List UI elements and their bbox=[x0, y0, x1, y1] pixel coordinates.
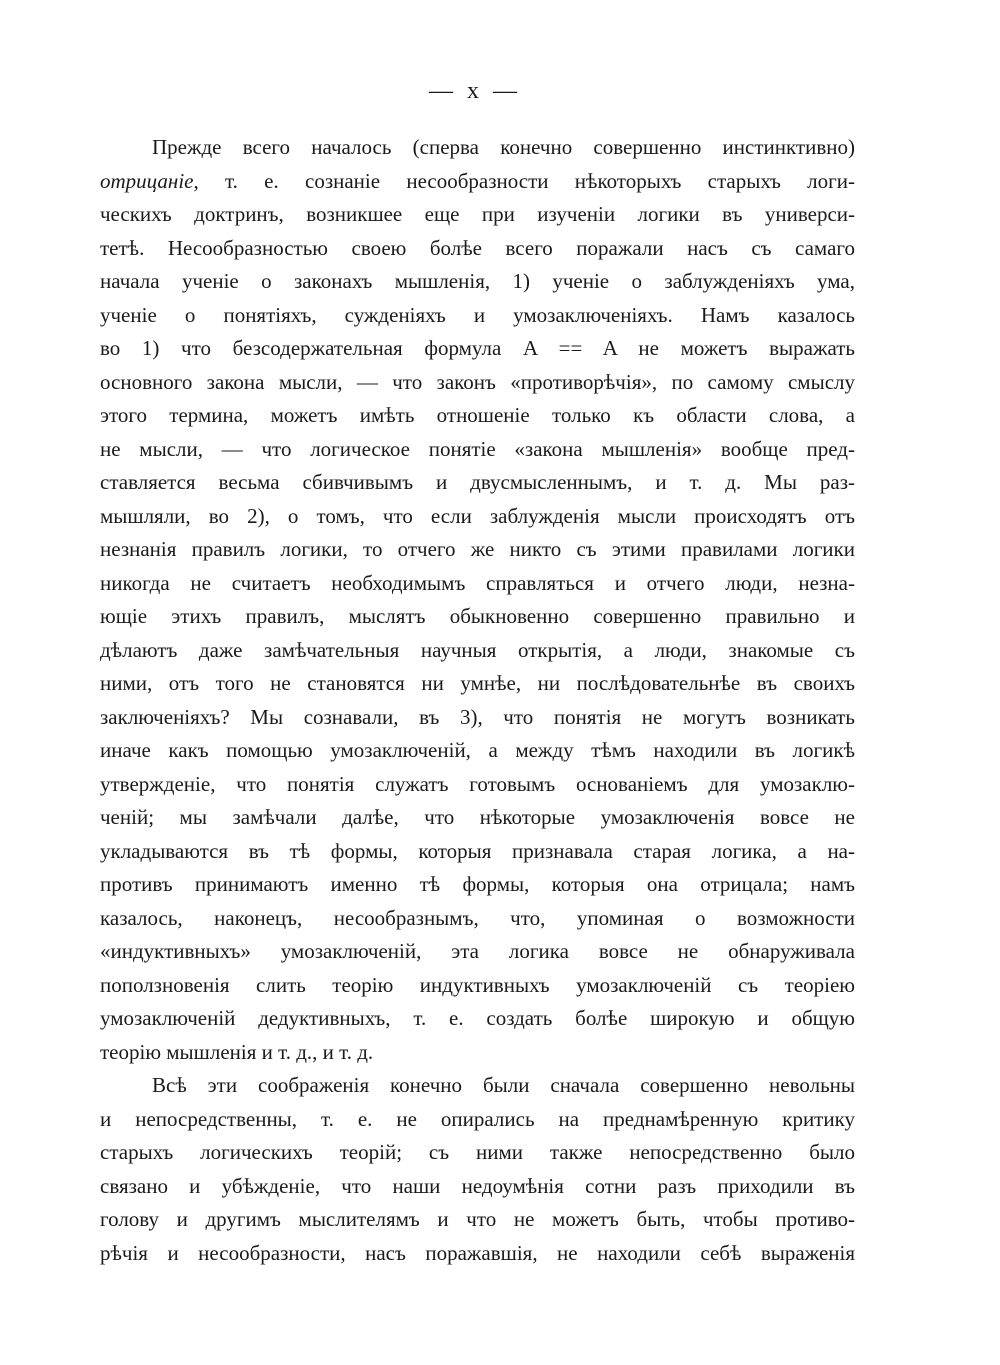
document-body bbox=[100, 131, 855, 1270]
text-line: утвержденіе, что понятія служатъ готовымъ основаніемъ для умозаклю- bbox=[100, 771, 855, 796]
text-line: отрицаніе, т. е. сознаніе несообразности нѣкоторыхъ старыхъ логи- bbox=[100, 168, 855, 193]
text-line: рѣчія и несообразности, насъ поражавшія, не находили себѣ выраженія bbox=[100, 1240, 855, 1265]
text-line: ними, отъ того не становятся ни умнѣе, ни послѣдовательнѣе въ своихъ bbox=[100, 671, 855, 695]
text-line: незнанія правилъ логики, то отчего же никто съ этими правилами логики bbox=[100, 537, 855, 561]
text-line: ставляется весьма сбивчивымъ и двусмысленнымъ, и т. д. Мы раз- bbox=[100, 470, 855, 494]
text-line: ченій; мы замѣчали далѣе, что нѣкоторые умозаключенія вовсе не bbox=[100, 805, 855, 829]
paragraph bbox=[100, 131, 855, 1069]
text-line: тетѣ. Несообразностью своею болѣе всего поражали насъ съ самаго bbox=[100, 235, 855, 260]
text-line: связано и убѣжденіе, что наши недоумѣнія сотни разъ приходили въ bbox=[100, 1173, 855, 1198]
text-line: начала ученіе о законахъ мышленія, 1) ученіе о заблужденіяхъ ума, bbox=[100, 269, 855, 293]
text-line: ющіе этихъ правилъ, мыслятъ обыкновенно совершенно правильно и bbox=[100, 604, 855, 628]
text-line: Всѣ эти соображенія конечно были сначала совершенно невольны bbox=[152, 1073, 855, 1097]
text-line: заключеніяхъ? Мы сознавали, въ 3), что понятія не могутъ возникать bbox=[100, 704, 855, 729]
text-line: иначе какъ помощью умозаключеній, а между тѣмъ находили въ логикѣ bbox=[100, 738, 855, 762]
text-line: поползновенія слить теорію индуктивныхъ умозаключеній съ теоріею bbox=[100, 972, 855, 997]
paragraph bbox=[100, 1069, 855, 1270]
text-line: ческихъ доктринъ, возникшее еще при изученіи логики въ универси- bbox=[100, 202, 855, 226]
text-line: и непосредственны, т. е. не опирались на преднамѣренную критику bbox=[100, 1106, 855, 1131]
text-line: «индуктивныхъ» умозаключеній, эта логика вовсе не обнаруживала bbox=[100, 939, 855, 963]
text-line: умозаключеній дедуктивныхъ, т. е. создать болѣе широкую и общую bbox=[100, 1006, 855, 1030]
text-line: дѣлаютъ даже замѣчательныя научныя открытія, а люди, знакомые съ bbox=[100, 637, 855, 662]
text-line: мышляли, во 2), о томъ, что если заблужденія мысли происходятъ отъ bbox=[100, 503, 855, 528]
text-line: никогда не считаетъ необходимымъ справляться и отчего люди, незна- bbox=[100, 570, 855, 595]
text-line: голову и другимъ мыслителямъ и что не можетъ быть, чтобы противо- bbox=[100, 1207, 855, 1231]
page-number: — x — bbox=[429, 78, 521, 104]
text-line: старыхъ логическихъ теорій; съ ними также непосредственно было bbox=[100, 1140, 855, 1164]
text-line: противъ принимаютъ именно тѣ формы, которыя она отрицала; намъ bbox=[100, 872, 855, 896]
text-line: этого термина, можетъ имѣть отношеніе только къ области слова, а bbox=[100, 403, 855, 427]
text-line: казалось, наконецъ, несообразнымъ, что, упоминая о возможности bbox=[100, 905, 855, 930]
text-line: Прежде всего началось (сперва конечно совершенно инстинктивно) bbox=[152, 135, 855, 159]
text-line: основного закона мысли, — что законъ «противорѣчія», по самому смыслу bbox=[100, 369, 855, 394]
text-line: ученіе о понятіяхъ, сужденіяхъ и умозаключеніяхъ. Намъ казалось bbox=[100, 302, 855, 327]
text-line: теорію мышленія и т. д., и т. д. bbox=[100, 1039, 374, 1064]
text-line: не мысли, — что логическое понятіе «закона мышленія» вообще пред- bbox=[100, 436, 855, 461]
emphasized-word: отрицаніе bbox=[100, 168, 194, 193]
text-line: укладываются въ тѣ формы, которыя признавала старая логика, а на- bbox=[100, 838, 855, 863]
text-line: во 1) что безсодержательная формула A == A не можетъ выражать bbox=[100, 336, 855, 360]
